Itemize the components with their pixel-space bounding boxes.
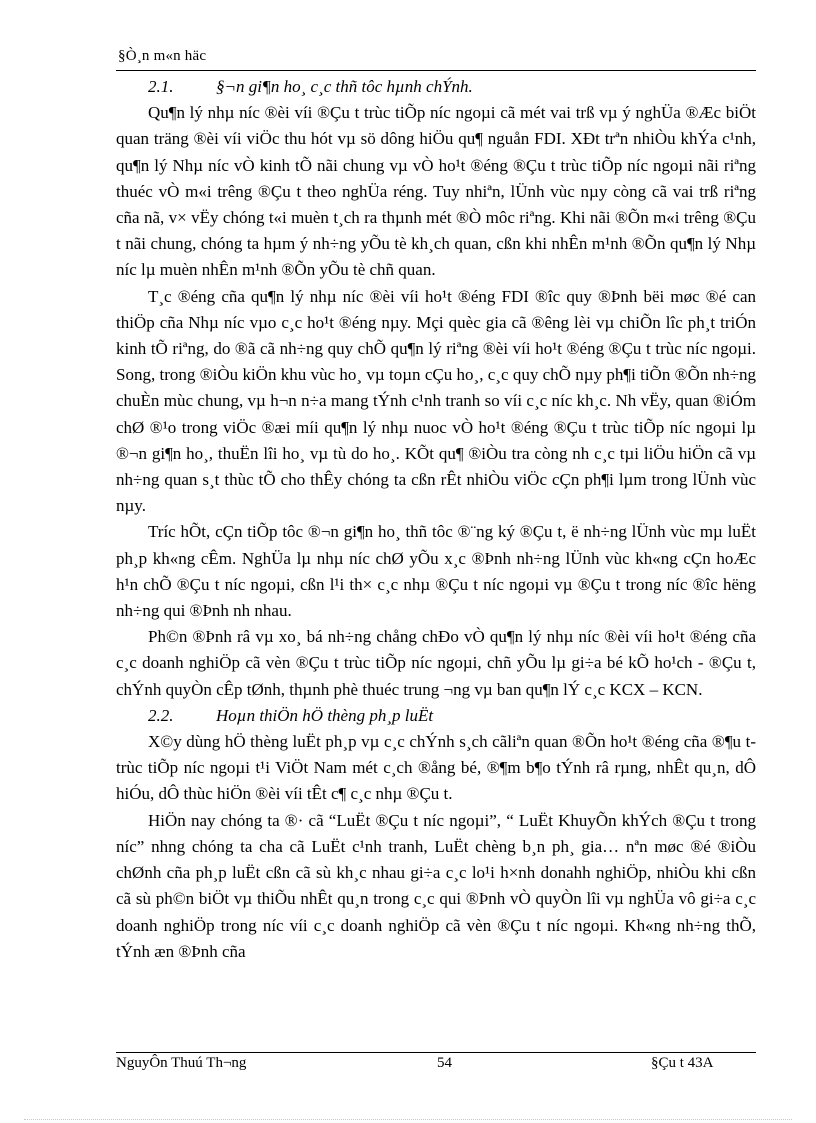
paragraph-1: Qu¶n lý nhµ níc ®èi víi ®Çu t trùc tiÕp níc ngoµi cã mét vai trß vµ ý nghÜa ®Æc biÖt quan träng ®èi víi viÖc thu hót vµ sö dông hiÖu qu¶ nguån FDI. XÐt trªn nhiÒu khÝa c¹nh, qu¶n lý Nhµ níc vÒ kinh tÕ nãi chung vµ vÒ ho¹t ®éng ®Çu t trùc tiÕp níc ngoµi nãi riªng thuéc vÒ m«i trêng ®Çu t theo nghÜa réng. Tuy nhiªn, lÜnh vùc nµy còng cã vai trß riªng cña nã, v× vËy chóng t«i muèn t¸ch ra thµnh mét ®Ò môc riªng. Khi nãi ®Õn m«i trêng ®Çu t nãi chung, chóng ta hµm ý nh÷ng yÕu tè kh¸ch quan, cßn khi nhÊn m¹nh ®Õn qu¶n lý Nhµ níc lµ muèn nhÊn m¹nh ®Õn yÕu tè chñ quan. bbox=[116, 103, 756, 280]
section-number: 2.2. bbox=[148, 705, 174, 725]
footer-author: NguyÔn Thuú Th¬ng bbox=[116, 1055, 247, 1071]
section-number: 2.1. bbox=[148, 77, 174, 96]
section-heading-2-1 bbox=[116, 74, 756, 100]
page-bottom-border bbox=[24, 1119, 792, 1120]
paragraph-6: HiÖn nay chóng ta ®· cã “LuËt ®Çu t níc ngoµi”, “ LuËt KhuyÕn khÝch ®Çu t trong níc” nhng chóng ta cha cã LuËt c¹nh tranh, LuËt chèng b¸n ph¸ gia… nªn møc ®é ®iÒu chØnh cña ph¸p luËt cßn cã sù kh¸c nhau gi÷a c¸c lo¹i h×nh donahh nghiÖp, nhiÒu khi cßn cã sù ph©n biÖt vµ thiÕu nhÊt qu¸n trong c¸c qui ®Þnh vÒ quyÒn lîi vµ nghÜa vô gi÷a c¸c doanh nghiÖp trong níc víi c¸c doanh nghiÖp cã vèn ®Çu t níc ngoµi. Kh«ng nh÷ng thÕ, tÝnh æn ®Þnh cña bbox=[116, 810, 756, 961]
section-heading-text: Hoµn thiÖn hÖ thèng ph¸p luËt bbox=[216, 705, 434, 725]
section-heading-text: §¬n gi¶n ho¸ c¸c thñ tôc hµnh chÝnh. bbox=[216, 77, 473, 96]
paragraph-5: X©y dùng hÖ thèng luËt ph¸p vµ c¸c chÝnh s¸ch cãliªn quan ®Õn ho¹t ®éng cña ®¶u t trùc tiÕp níc ngoµi t¹i ViÖt Nam mét c¸ch ®ång bé, ®¶m b¶o tÝnh râ rµng, nhÊt qu¸n, dÔ hiÓu, dÔ thùc hiÖn ®èi víi tÊt c¶ c¸c nhµ ®Çu t. bbox=[116, 732, 756, 804]
section-heading-2-2 bbox=[116, 703, 756, 729]
paragraph-2: T¸c ®éng cña qu¶n lý nhµ níc ®èi víi ho¹t ®éng FDI ®îc quy ®Þnh bëi møc ®é can thiÖp cña Nhµ níc vµo c¸c ho¹t ®éng nµy. Mçi quèc gia cã ®êng lèi vµ chiÕn lîc ph¸t triÓn kinh tÕ riªng, do ®ã cã nh÷ng quy chÕ qu¶n lý riªng ®èi víi ho¹t ®éng ®Çu t trùc níc ngoµi. Song, trong ®iÒu kiÖn khu vùc ho¸ vµ toµn cÇu ho¸, c¸c quy chÕ nµy ph¶i tiÕn ®Õn nh÷ng chuÈn mùc chung, vµ h¬n n÷a mang tÝnh c¹nh tranh so víi c¸c níc kh¸c. Nh vËy, quan ®iÓm chØ ®¹o trong viÖc ®æi míi qu¶n lý nhµ nuoc vÒ ho¹t ®éng ®Çu t trùc tiÕp níc ngoµi lµ ®¬n gi¶n ho¸, thuËn lîi ho¸ vµ tù do ho¸. KÕt qu¶ ®iÒu tra còng nh c¸c tµi liÖu hiÖn cã vµ nh÷ng quan s¸t thùc tÕ cho thÊy chóng ta cßn rÊt nhiÒu viÖc cÇn ph¶i lµm trong lÜnh vùc nµy. bbox=[116, 286, 756, 516]
paragraph-3: Tríc hÕt, cÇn tiÕp tôc ®¬n gi¶n ho¸ thñ tôc ®¨ng ký ®Çu t, ë nh÷ng lÜnh vùc mµ luËt ph¸p kh«ng cÊm. NghÜa lµ nhµ níc chØ yÕu x¸c ®Þnh nh÷ng lÜnh vùc kh«ng cÇn hoÆc h¹n chÕ ®Çu t níc ngoµi, cßn l¹i th× c¸c nhµ ®Çu t níc ngoµi vµ ®Çu t trong níc ®îc hëng nh÷ng qui ®Þnh nh nhau. bbox=[116, 522, 756, 621]
page-body bbox=[116, 74, 756, 965]
running-header-title: §Ò¸n m«n häc bbox=[118, 48, 207, 64]
paragraph-4: Ph©n ®Þnh râ vµ xo¸ bá nh÷ng chång chÐo vÒ qu¶n lý nhµ níc ®èi víi ho¹t ®éng cña c¸c doanh nghiÖp cã vèn ®Çu t trùc tiÕp níc ngoµi, chñ yÕu lµ gi÷a bé kÕ ho¹ch - ®Çu t, chÝnh quyÒn cÊp tØnh, thµnh phè thuéc trung ¬ng vµ ban qu¶n lÝ c¸c KCX – KCN. bbox=[116, 627, 756, 699]
footer-class: §Çu t 43A bbox=[651, 1055, 714, 1071]
header-rule bbox=[116, 70, 756, 71]
page-number: 54 bbox=[437, 1055, 452, 1071]
footer-rule bbox=[116, 1052, 756, 1053]
